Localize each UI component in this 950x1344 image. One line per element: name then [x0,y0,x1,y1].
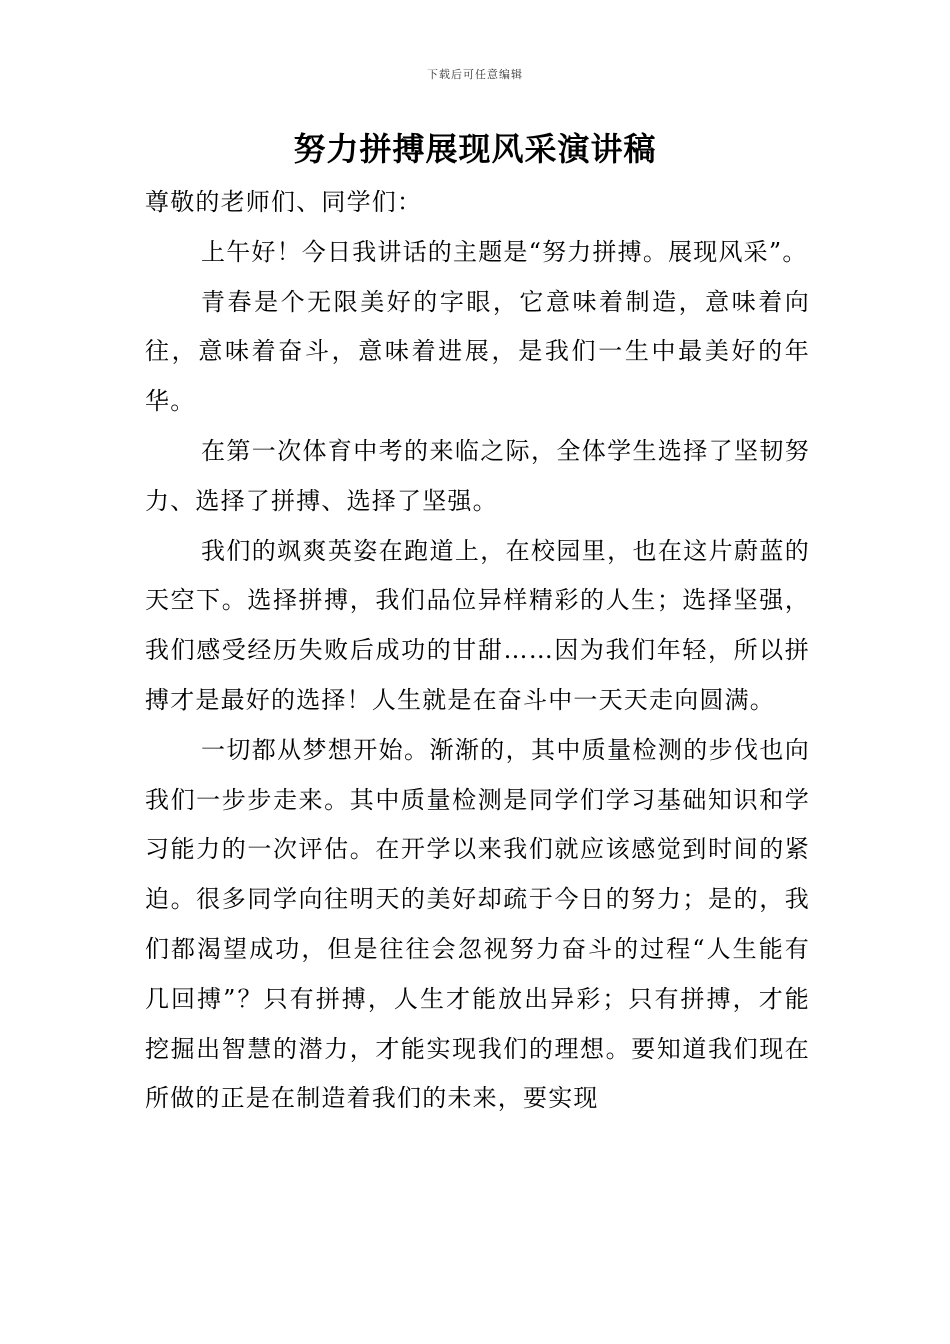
header-note: 下载后可任意编辑 [427,68,523,81]
salutation: 尊敬的老师们、同学们： [145,188,423,216]
paragraph-2: 青春是个无限美好的字眼，它意味着制造，意味着向往，意味着奋斗，意味着进展，是我们一生中最美好的年华。 [145,287,810,416]
document-body [145,178,810,1124]
paragraph-5: 一切都从梦想开始。渐渐的，其中质量检测的步伐也向我们一步步走来。其中质量检测是同学们学习基础知识和学习能力的一次评估。在开学以来我们就应该感觉到时间的紧迫。很多同学向往明天的美好却疏于今日的努力；是的，我们都渴望成功，但是往往会忽视努力奋斗的过程“人生能有几回搏”？只有拼搏，人生才能放出异彩；只有拼搏，才能挖掘出智慧的潜力，才能实现我们的理想。要知道我们现在所做的正是在制造着我们的未来，要实现 [145,735,810,1113]
paragraph-4: 我们的飒爽英姿在跑道上，在校园里，也在这片蔚蓝的天空下。选择拼搏，我们品位异样精彩的人生；选择坚强，我们感受经历失败后成功的甘甜……因为我们年轻，所以拼搏才是最好的选择！人生就是在奋斗中一天天走向圆满。 [145,536,810,714]
paragraph-1: 上午好！今日我讲话的主题是“努力拼搏。展现风采”。 [201,237,808,266]
document-title: 努力拼搏展现风采演讲稿 [293,130,657,168]
paragraph-3: 在第一次体育中考的来临之际，全体学生选择了坚韧努力、选择了拼搏、选择了坚强。 [145,436,810,515]
